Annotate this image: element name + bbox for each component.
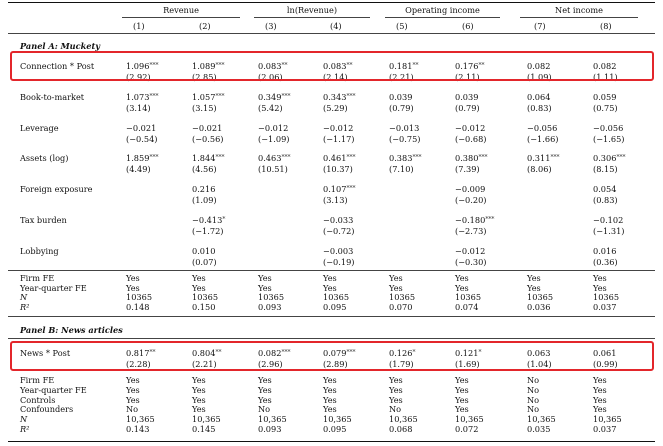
coefficient-value: 0.079 — [323, 348, 347, 358]
footer-value: 0.148 — [126, 301, 150, 312]
standard-error: (4.56) — [192, 164, 217, 175]
standard-error: (1.79) — [389, 359, 414, 369]
footer-value: Yes — [192, 273, 206, 283]
coefficient — [192, 185, 215, 194]
highlight-box-connection-post — [10, 51, 654, 81]
standard-error: (7.10) — [389, 164, 414, 175]
footer-value: Yes — [593, 282, 607, 293]
standard-error: (0.36) — [593, 256, 618, 267]
column-group-header: ln(Revenue) — [286, 5, 338, 15]
column-group-header: Net income — [555, 5, 603, 15]
footer-value: Yes — [258, 375, 272, 385]
coefficient-value: −0.056 — [593, 122, 624, 133]
footer-value: Yes — [389, 375, 403, 385]
footer-value: 10365 — [389, 292, 416, 303]
column-number: (5) — [396, 21, 408, 31]
group-underline — [385, 17, 500, 18]
coefficient-value: 0.306 — [593, 153, 617, 164]
significance-stars: *** — [215, 154, 225, 162]
coefficient-value: 0.181 — [389, 61, 413, 71]
standard-error: (3.13) — [323, 195, 348, 206]
significance-stars: ** — [149, 349, 156, 356]
significance-stars: * — [412, 349, 416, 356]
coefficient — [455, 247, 485, 256]
footer-value: 10,365 — [126, 414, 155, 425]
coefficient — [323, 93, 355, 102]
footer-label: Year-quarter FE — [20, 282, 87, 293]
coefficient-value: −0.013 — [389, 122, 420, 133]
coefficient — [527, 93, 550, 102]
footer-label: N — [20, 414, 28, 425]
footer-label: Controls — [20, 394, 56, 405]
significance-stars: *** — [149, 92, 159, 100]
footer-label: Firm FE — [20, 273, 55, 283]
coefficient-value: 0.082 — [258, 348, 282, 358]
coefficient-value: 0.804 — [192, 348, 216, 358]
panel-title: Panel A: Muckety — [20, 41, 101, 51]
coefficient-value: 0.083 — [323, 61, 347, 71]
coefficient-value: 0.817 — [126, 348, 150, 358]
footer-value: Yes — [192, 384, 206, 395]
footer-value: 0.068 — [389, 424, 413, 434]
standard-error: (−0.75) — [389, 133, 421, 144]
standard-error: (2.28) — [126, 359, 151, 369]
footer-label: Year-quarter FE — [20, 384, 87, 395]
coefficient — [593, 216, 623, 225]
row-label: News * Post — [20, 348, 71, 358]
row-label: Assets (log) — [20, 153, 69, 164]
footer-value: Yes — [126, 394, 140, 405]
footer-value: Yes — [258, 394, 272, 405]
footer-value: 0.037 — [593, 301, 617, 312]
coefficient-value: 0.121 — [455, 348, 479, 358]
coefficient-value: −0.033 — [323, 215, 354, 225]
footer-value: Yes — [455, 273, 469, 283]
footer-value: Yes — [593, 404, 607, 415]
footer-value: No — [258, 404, 271, 415]
footer-value: Yes — [192, 404, 206, 415]
coefficient — [593, 247, 616, 256]
footer-value: Yes — [593, 394, 607, 405]
coefficient-value: −0.012 — [323, 122, 354, 133]
table-bottom-rule — [8, 441, 655, 442]
coefficient — [455, 154, 487, 163]
footer-value: Yes — [527, 282, 541, 293]
footer-value: No — [527, 375, 540, 385]
coefficient-value: 1.844 — [192, 153, 216, 164]
column-number: (1) — [133, 21, 145, 31]
footer-value: No — [527, 394, 540, 405]
footer-value: 0.036 — [527, 301, 551, 312]
footer-value: 10365 — [527, 292, 554, 303]
footer-value: 10,365 — [455, 414, 484, 425]
significance-stars: *** — [485, 216, 495, 223]
standard-error: (2.11) — [455, 72, 480, 82]
standard-error: (−0.30) — [455, 256, 487, 267]
standard-error: (10.37) — [323, 164, 353, 175]
coefficient — [323, 124, 353, 133]
footer-value: Yes — [455, 404, 469, 415]
column-number: (6) — [462, 21, 474, 31]
footer-value: Yes — [258, 384, 272, 395]
coefficient-value: −0.012 — [455, 245, 486, 256]
coefficient — [593, 154, 625, 163]
footer-value: 10,365 — [527, 414, 556, 425]
coefficient-value: 1.073 — [126, 91, 150, 102]
coefficient-value: −0.021 — [126, 122, 157, 133]
significance-stars: *** — [215, 92, 225, 100]
footer-label: N — [20, 292, 28, 303]
standard-error: (2.92) — [126, 72, 151, 82]
standard-error: (5.29) — [323, 102, 348, 113]
standard-error: (−1.65) — [593, 133, 625, 144]
coefficient-value: 0.311 — [527, 153, 551, 164]
footer-value: 0.145 — [192, 424, 216, 434]
significance-stars: *** — [281, 92, 291, 100]
standard-error: (−0.20) — [455, 195, 487, 206]
footer-value: Yes — [323, 384, 337, 395]
coefficient — [192, 93, 224, 102]
standard-error: (8.06) — [527, 164, 552, 175]
row-label: Leverage — [20, 122, 59, 133]
footer-value: 0.093 — [258, 424, 282, 434]
standard-error: (0.79) — [389, 102, 414, 113]
footer-value: 0.072 — [455, 424, 479, 434]
footer-value: 0.070 — [389, 301, 413, 312]
footer-label: R² — [20, 424, 30, 434]
significance-stars: *** — [412, 154, 422, 162]
coefficient-value: 1.096 — [126, 61, 150, 71]
footer-value: 10,365 — [192, 414, 221, 425]
standard-error: (−2.73) — [455, 226, 487, 236]
row-label: Lobbying — [20, 245, 59, 256]
coefficient — [593, 185, 616, 194]
coefficient-value: 0.082 — [527, 61, 551, 71]
standard-error: (2.21) — [192, 359, 217, 369]
coefficient — [593, 93, 616, 102]
footer-value: Yes — [126, 384, 140, 395]
standard-error: (−1.09) — [258, 133, 290, 144]
coefficient-value: 0.059 — [593, 91, 617, 102]
significance-stars: *** — [346, 185, 356, 193]
coefficient — [192, 216, 225, 225]
coefficient — [455, 216, 494, 225]
column-number: (7) — [534, 21, 546, 31]
row-label: Book-to-market — [20, 91, 85, 102]
highlight-box-news-post — [10, 341, 654, 371]
standard-error: (2.21) — [389, 72, 414, 82]
footer-value: No — [527, 384, 540, 395]
coefficient-value: −0.180 — [455, 215, 486, 225]
standard-error: (0.07) — [192, 256, 217, 267]
footer-value: Yes — [192, 375, 206, 385]
standard-error: (2.06) — [258, 72, 283, 82]
footer-value: Yes — [258, 282, 272, 293]
standard-error: (2.89) — [323, 359, 348, 369]
standard-error: (7.39) — [455, 164, 480, 175]
footer-value: 10365 — [455, 292, 482, 303]
coefficient-value: −0.012 — [258, 122, 289, 133]
coefficient-value: 0.126 — [389, 348, 413, 358]
footer-value: Yes — [593, 384, 607, 395]
footer-value: No — [527, 404, 540, 415]
coefficient-value: 0.016 — [593, 245, 617, 256]
standard-error: (−0.68) — [455, 133, 487, 144]
footer-value: 10365 — [323, 292, 350, 303]
column-group-header: Operating income — [405, 5, 480, 15]
footer-value: Yes — [389, 273, 403, 283]
coefficient — [323, 185, 355, 194]
standard-error: (−0.56) — [192, 133, 224, 144]
coefficient-value: −0.102 — [593, 215, 624, 225]
standard-error: (2.96) — [258, 359, 283, 369]
footer-value: 10365 — [593, 292, 620, 303]
standard-error: (0.83) — [593, 195, 618, 206]
standard-error: (10.51) — [258, 164, 288, 175]
standard-error: (0.99) — [593, 359, 618, 369]
coefficient — [126, 124, 156, 133]
footer-value: Yes — [389, 282, 403, 293]
footer-value: Yes — [389, 384, 403, 395]
footer-value: Yes — [455, 384, 469, 395]
coefficient — [455, 185, 485, 194]
coefficient-value: 0.063 — [527, 348, 551, 358]
header-rule — [8, 33, 655, 34]
coefficient-value: 0.083 — [258, 61, 282, 71]
coefficient-value: 0.054 — [593, 184, 617, 195]
panel-title: Panel B: News articles — [20, 325, 123, 335]
row-label: Foreign exposure — [20, 184, 93, 195]
footer-value: 10365 — [126, 292, 153, 303]
footer-value: No — [389, 404, 402, 415]
coefficient-value: −0.413 — [192, 215, 223, 225]
coefficient — [192, 154, 224, 163]
significance-stars: *** — [149, 154, 159, 162]
significance-stars: *** — [616, 154, 626, 162]
footer-value: 0.150 — [192, 301, 216, 312]
significance-stars: *** — [281, 154, 291, 162]
row-label: Tax burden — [20, 215, 67, 225]
standard-error: (4.49) — [126, 164, 151, 175]
footer-value: Yes — [593, 375, 607, 385]
footer-value: 10,365 — [323, 414, 352, 425]
coefficient — [126, 154, 158, 163]
standard-error: (1.09) — [192, 195, 217, 206]
column-number: (4) — [330, 21, 342, 31]
footer-value: 10,365 — [258, 414, 287, 425]
coefficient-value: 0.216 — [192, 184, 216, 195]
coefficient-value: 0.010 — [192, 245, 216, 256]
standard-error: (2.14) — [323, 72, 348, 82]
coefficient — [192, 247, 215, 256]
coefficient-value: −0.003 — [323, 245, 354, 256]
footer-value: Yes — [389, 394, 403, 405]
significance-stars: *** — [478, 154, 488, 162]
standard-error: (1.11) — [593, 72, 618, 82]
standard-error: (0.75) — [593, 102, 618, 113]
footer-value: Yes — [258, 273, 272, 283]
standard-error: (8.15) — [593, 164, 618, 175]
standard-error: (1.09) — [527, 72, 552, 82]
significance-stars: *** — [149, 62, 159, 69]
footer-label: Firm FE — [20, 375, 55, 385]
footer-value: 0.095 — [323, 424, 347, 434]
footer-value: Yes — [126, 375, 140, 385]
coefficient — [389, 124, 419, 133]
coefficient — [258, 154, 290, 163]
standard-error: (0.83) — [527, 102, 552, 113]
coefficient-value: 0.082 — [593, 61, 617, 71]
standard-error: (0.79) — [455, 102, 480, 113]
coefficient — [527, 124, 557, 133]
coefficient — [323, 247, 353, 256]
coefficient — [389, 93, 412, 102]
panel-a-end-rule — [8, 316, 655, 317]
coefficient — [323, 216, 353, 225]
group-underline — [122, 17, 240, 18]
column-number: (8) — [600, 21, 612, 31]
standard-error: (−0.72) — [323, 226, 355, 236]
significance-stars: *** — [550, 154, 560, 162]
column-group-header: Revenue — [163, 5, 199, 15]
coefficient — [323, 154, 355, 163]
coefficient-value: 0.461 — [323, 153, 347, 164]
standard-error: (3.14) — [126, 102, 151, 113]
footer-value: Yes — [323, 394, 337, 405]
footer-value: Yes — [323, 375, 337, 385]
significance-stars: *** — [346, 92, 356, 100]
row-label: Connection * Post — [20, 61, 95, 71]
footer-value: Yes — [593, 273, 607, 283]
footer-value: 10365 — [258, 292, 285, 303]
coefficient-value: 0.383 — [389, 153, 413, 164]
standard-error: (−0.19) — [323, 256, 355, 267]
footer-value: 0.095 — [323, 301, 347, 312]
footer-value: Yes — [192, 394, 206, 405]
footer-value: Yes — [323, 282, 337, 293]
significance-stars: ** — [346, 62, 353, 69]
footer-value: Yes — [192, 282, 206, 293]
footer-value: 0.074 — [455, 301, 479, 312]
significance-stars: *** — [281, 349, 291, 356]
footer-label: R² — [20, 301, 30, 312]
footer-value: Yes — [323, 404, 337, 415]
coefficient-value: 1.057 — [192, 91, 216, 102]
standard-error: (3.15) — [192, 102, 217, 113]
coefficient — [258, 124, 288, 133]
coefficient — [389, 154, 421, 163]
footer-value: 0.093 — [258, 301, 282, 312]
coefficient-value: −0.009 — [455, 184, 486, 195]
standard-error: (2.85) — [192, 72, 217, 82]
panel-a-stats-rule — [8, 270, 655, 271]
coefficient-value: 0.176 — [455, 61, 479, 71]
footer-value: Yes — [455, 282, 469, 293]
significance-stars: * — [478, 349, 482, 356]
coefficient-value: −0.021 — [192, 122, 223, 133]
significance-stars: *** — [346, 349, 356, 356]
footer-value: 10365 — [192, 292, 219, 303]
coefficient — [192, 124, 222, 133]
coefficient-value: 0.064 — [527, 91, 551, 102]
coefficient-value: 0.061 — [593, 348, 617, 358]
panel-b-rule — [8, 338, 655, 339]
significance-stars: * — [222, 216, 226, 223]
significance-stars: ** — [412, 62, 419, 69]
group-underline — [520, 17, 638, 18]
coefficient-value: −0.056 — [527, 122, 558, 133]
footer-value: 10,365 — [593, 414, 622, 425]
coefficient-value: 0.039 — [389, 91, 413, 102]
footer-value: 0.143 — [126, 424, 150, 434]
footer-value: No — [126, 404, 139, 415]
coefficient — [527, 154, 559, 163]
standard-error: (−1.31) — [593, 226, 625, 236]
coefficient-value: 0.380 — [455, 153, 479, 164]
footer-value: Yes — [455, 394, 469, 405]
coefficient-value: 0.463 — [258, 153, 282, 164]
coefficient — [258, 93, 290, 102]
coefficient-value: −0.012 — [455, 122, 486, 133]
column-number: (3) — [265, 21, 277, 31]
standard-error: (1.04) — [527, 359, 552, 369]
significance-stars: ** — [215, 349, 222, 356]
table-top-rule — [8, 2, 655, 3]
coefficient-value: 0.343 — [323, 91, 347, 102]
footer-value: Yes — [126, 282, 140, 293]
coefficient — [126, 93, 158, 102]
significance-stars: *** — [215, 62, 225, 69]
coefficient-value: 1.859 — [126, 153, 150, 164]
standard-error: (−1.17) — [323, 133, 355, 144]
group-underline — [254, 17, 370, 18]
footer-value: 10,365 — [389, 414, 418, 425]
standard-error: (1.69) — [455, 359, 480, 369]
coefficient — [455, 124, 485, 133]
coefficient-value: 1.089 — [192, 61, 216, 71]
coefficient-value: 0.039 — [455, 91, 479, 102]
standard-error: (5.42) — [258, 102, 283, 113]
footer-value: 0.037 — [593, 424, 617, 434]
footer-value: Yes — [126, 273, 140, 283]
footer-value: Yes — [527, 273, 541, 283]
footer-value: 0.035 — [527, 424, 551, 434]
significance-stars: ** — [281, 62, 288, 69]
standard-error: (−0.54) — [126, 133, 158, 144]
column-number: (2) — [199, 21, 211, 31]
standard-error: (−1.72) — [192, 226, 224, 236]
footer-value: Yes — [455, 375, 469, 385]
standard-error: (−1.66) — [527, 133, 559, 144]
significance-stars: ** — [478, 62, 485, 69]
coefficient-value: 0.107 — [323, 184, 347, 195]
footer-label: Confounders — [20, 404, 74, 415]
footer-value: Yes — [323, 273, 337, 283]
significance-stars: *** — [346, 154, 356, 162]
coefficient — [593, 124, 623, 133]
coefficient — [455, 93, 478, 102]
coefficient-value: 0.349 — [258, 91, 282, 102]
